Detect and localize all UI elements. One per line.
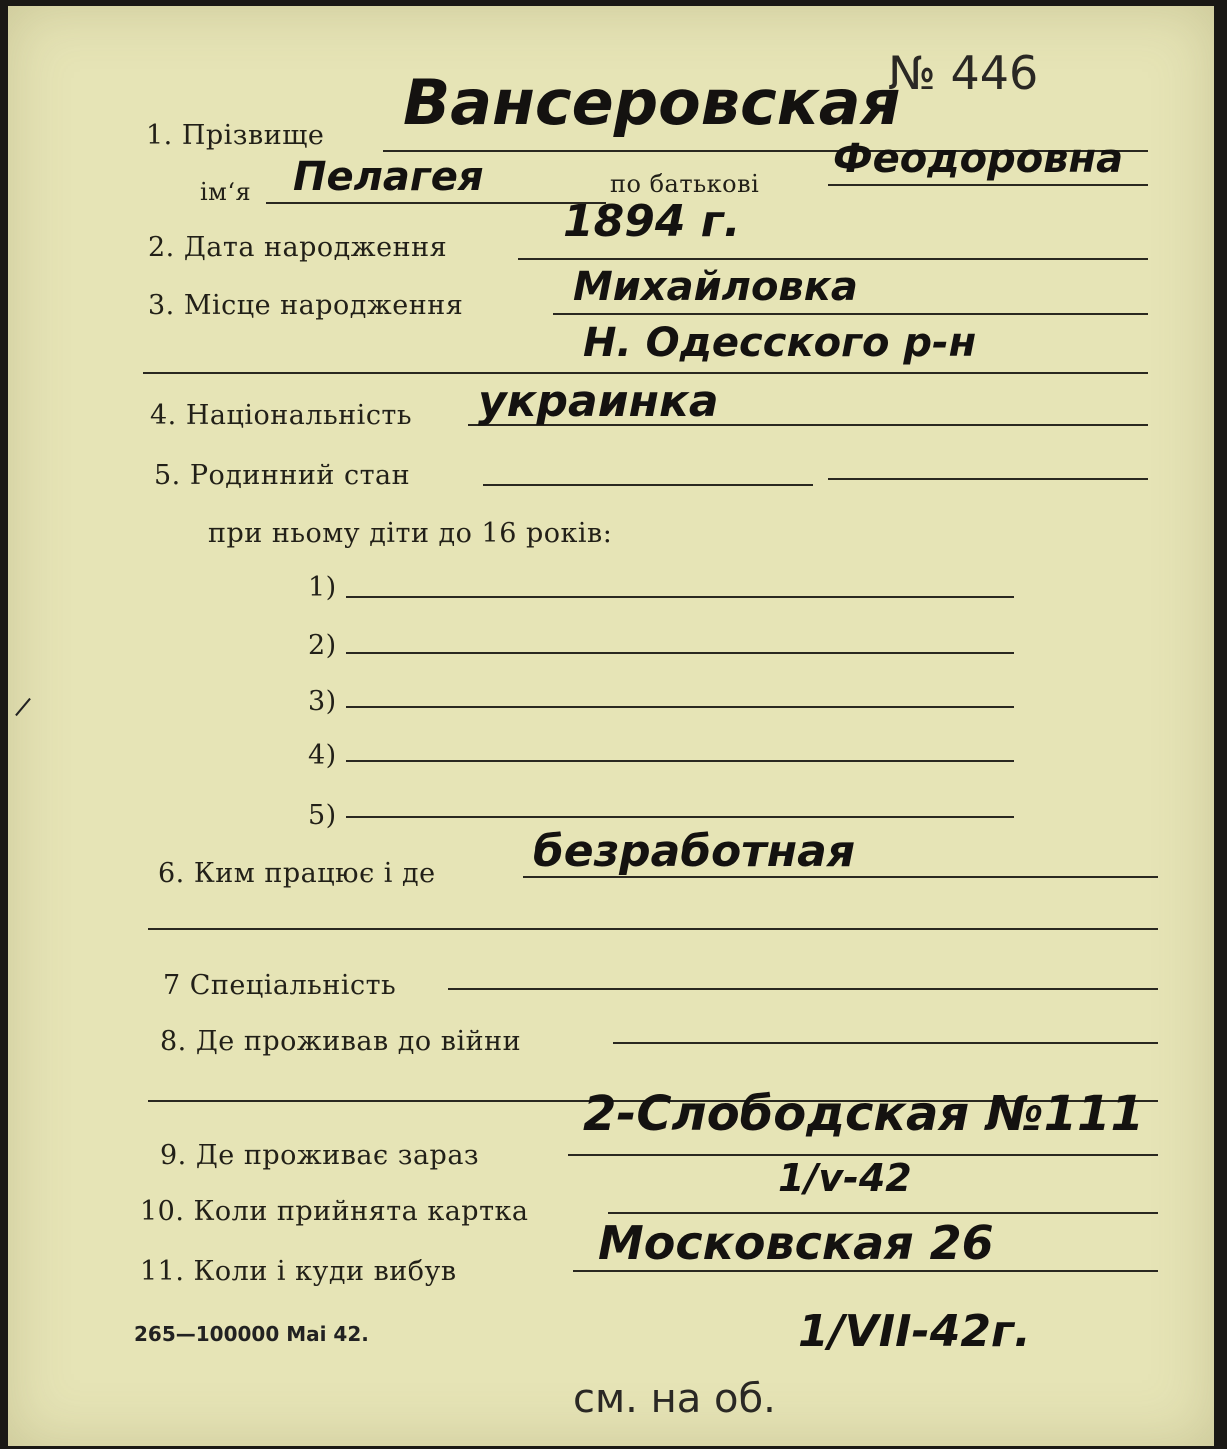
- child-1-line: [346, 596, 1014, 598]
- occupation-value: безработная: [533, 826, 856, 877]
- nationality-label: 4. Національність: [150, 400, 413, 431]
- marital-status-line-b: [828, 478, 1148, 480]
- current-address-value: 2-Слободская №111: [583, 1086, 1144, 1142]
- marital-status-line-a: [483, 484, 813, 486]
- surname-label: 1. Прізвище: [146, 120, 325, 151]
- surname-value: Вансеровская: [403, 66, 901, 139]
- card-accepted-value: 1/v-42: [778, 1156, 912, 1200]
- departure-value: Московская 26: [598, 1216, 994, 1270]
- prewar-address-label: 8. Де проживав до війни: [160, 1026, 522, 1057]
- specialty-label: 7 Спеціальність: [163, 970, 397, 1001]
- patronymic-label: по батькові: [610, 170, 760, 198]
- margin-tick: [15, 698, 31, 716]
- first-name-value: Пелагея: [293, 154, 484, 200]
- occupation-label: 6. Ким працює і де: [158, 858, 436, 889]
- child-3-label: 3): [308, 686, 337, 717]
- patronymic-line: [828, 184, 1148, 186]
- birth-place-label: 3. Місце народження: [148, 290, 464, 321]
- first-name-label: ім‘я: [200, 178, 252, 206]
- birth-date-value: 1894 г.: [563, 196, 741, 247]
- card-number: № 446: [888, 46, 1039, 100]
- birth-date-line: [518, 258, 1148, 260]
- departure-line: [573, 1270, 1158, 1272]
- children-label: при ньому діти до 16 років:: [208, 518, 613, 549]
- child-1-label: 1): [308, 572, 337, 603]
- reverse-note: см. на об.: [573, 1376, 776, 1422]
- birth-place-line-1: [553, 313, 1148, 315]
- child-5-line: [346, 816, 1014, 818]
- birth-place-value-2: Н. Одесского р-н: [583, 320, 977, 366]
- current-address-label: 9. Де проживає зараз: [160, 1140, 480, 1171]
- specialty-line: [448, 988, 1158, 990]
- patronymic-value: Феодоровна: [833, 136, 1124, 182]
- card-accepted-line: [608, 1212, 1158, 1214]
- birth-date-label: 2. Дата народження: [148, 232, 448, 263]
- child-2-line: [346, 652, 1014, 654]
- birth-place-line-2: [143, 372, 1148, 374]
- child-4-line: [346, 760, 1014, 762]
- birth-place-value-1: Михайловка: [573, 264, 858, 310]
- child-5-label: 5): [308, 800, 337, 831]
- first-name-line: [266, 202, 606, 204]
- departure-label: 11. Коли і куди вибув: [140, 1256, 457, 1287]
- card-accepted-label: 10. Коли прийнята картка: [140, 1196, 529, 1227]
- registration-card: [8, 6, 1214, 1446]
- departure-date-value: 1/VII-42г.: [798, 1306, 1031, 1357]
- nationality-value: украинка: [478, 376, 719, 427]
- child-2-label: 2): [308, 630, 337, 661]
- prewar-address-line-1: [613, 1042, 1158, 1044]
- marital-status-label: 5. Родинний стан: [154, 460, 411, 491]
- print-code: 265—100000 Маі 42.: [134, 1322, 369, 1346]
- occupation-line-2: [148, 928, 1158, 930]
- child-3-line: [346, 706, 1014, 708]
- child-4-label: 4): [308, 740, 337, 771]
